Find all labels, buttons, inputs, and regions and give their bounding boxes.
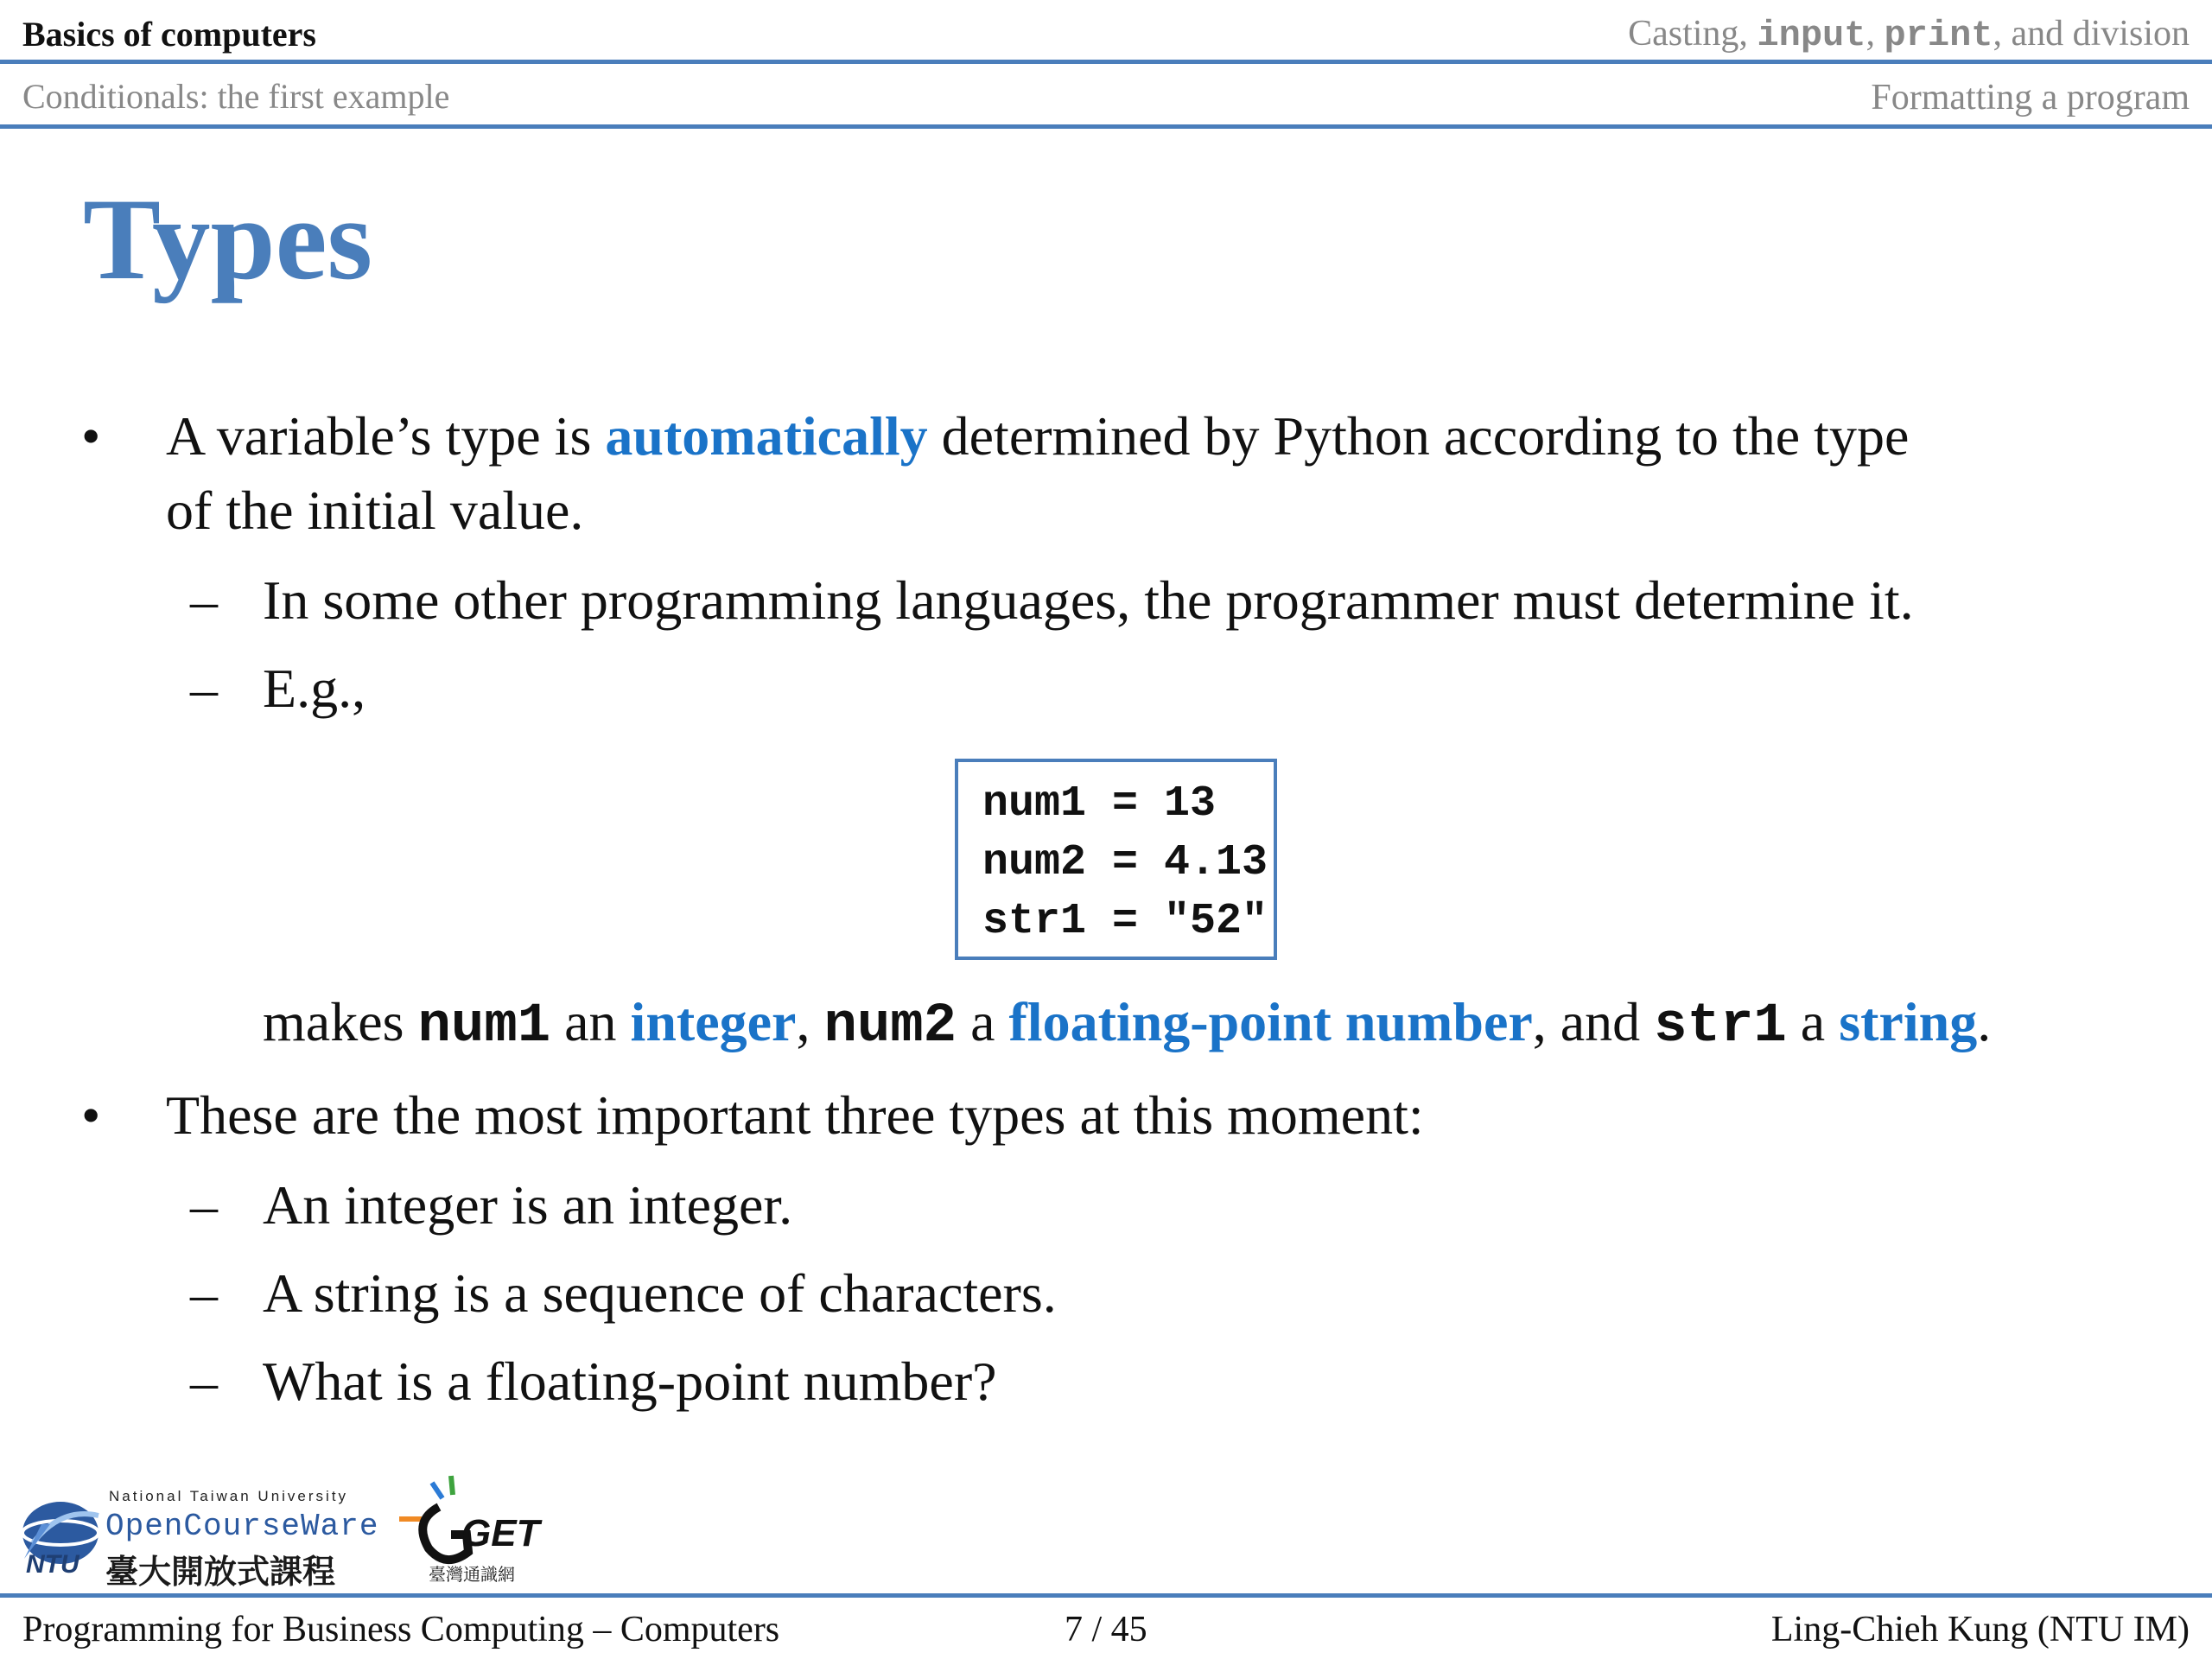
header-section-title: Basics of computers [22, 15, 316, 54]
emphasis-floating-point: floating-point number [1008, 991, 1533, 1052]
footer-page-number: 7 / 45 [1065, 1610, 1147, 1649]
text: determined by Python according to the type [927, 405, 1910, 467]
header-subsection-nav[interactable] [1628, 16, 2190, 54]
text: makes [263, 991, 418, 1052]
header-next-subsection[interactable]: Formatting a program [1871, 78, 2190, 118]
header-rule-bottom [0, 124, 2212, 129]
text: , and [1532, 991, 1655, 1052]
ntu-mark-text: NTU [26, 1550, 79, 1579]
ntu-ocw-logo [16, 1483, 379, 1591]
text: A variable’s type is [166, 405, 606, 467]
dash-icon: – [190, 1174, 218, 1236]
bullet2-sub3: What is a floating-point number? [263, 1351, 997, 1412]
bullet1-line2: of the initial value. [166, 480, 584, 541]
bullet2-sub1: An integer is an integer. [263, 1174, 793, 1236]
emphasis-automatically: automatically [605, 405, 928, 467]
code-line: num2 = 4.13 [982, 838, 1268, 887]
text: an [550, 991, 631, 1052]
emphasis-string: string [1839, 991, 1978, 1052]
header-code-input: input [1757, 15, 1866, 56]
code-num2: num2 [823, 995, 957, 1058]
text: , [796, 991, 824, 1052]
bullet1-sub1: In some other programming languages, the programmer must determine it. [263, 569, 1914, 631]
bullet2-sub2: A string is a sequence of characters. [263, 1262, 1057, 1324]
code-example-box [955, 759, 1277, 960]
text: a [957, 991, 1009, 1052]
footer-course-title: Programming for Business Computing – Computers [22, 1610, 780, 1649]
get-logo [397, 1469, 544, 1590]
dash-icon: – [190, 1262, 218, 1324]
header-text: Casting, [1628, 14, 1758, 54]
footer-author: Ling-Chieh Kung (NTU IM) [1770, 1610, 2190, 1649]
get-mark-text: GET [461, 1512, 540, 1554]
footer-rule [0, 1593, 2212, 1598]
ntu-chinese-text: 臺大開放式課程 [105, 1553, 336, 1591]
dash-icon: – [190, 1351, 218, 1412]
code-line: num1 = 13 [982, 779, 1217, 829]
header-code-print: print [1884, 15, 1993, 56]
makes-line [263, 985, 1991, 1064]
bullet-icon: • [81, 1084, 101, 1146]
text: . [1977, 991, 1992, 1052]
header-rule-top [0, 60, 2212, 64]
bullet1-line1 [166, 399, 1909, 474]
header-text: , [1866, 14, 1885, 54]
ntu-name-text: National Taiwan University [109, 1488, 349, 1504]
code-line: str1 = "52" [982, 897, 1268, 946]
code-num1: num1 [417, 995, 551, 1058]
header-text: , and division [1993, 14, 2190, 54]
slide-title: Types [83, 175, 373, 304]
bullet-icon: • [81, 405, 101, 467]
code-str1: str1 [1654, 995, 1787, 1058]
dash-icon: – [190, 658, 218, 719]
text: a [1786, 991, 1840, 1052]
dash-icon: – [190, 569, 218, 631]
emphasis-integer: integer [630, 991, 797, 1052]
ntu-ocw-text: OpenCourseWare [105, 1509, 379, 1544]
bullet2-line: These are the most important three types at this moment: [166, 1084, 1424, 1146]
get-sub-text: 臺灣通識網 [429, 1564, 515, 1585]
header-prev-subsection[interactable]: Conditionals: the first example [22, 77, 450, 116]
bullet1-sub2: E.g., [263, 658, 366, 719]
